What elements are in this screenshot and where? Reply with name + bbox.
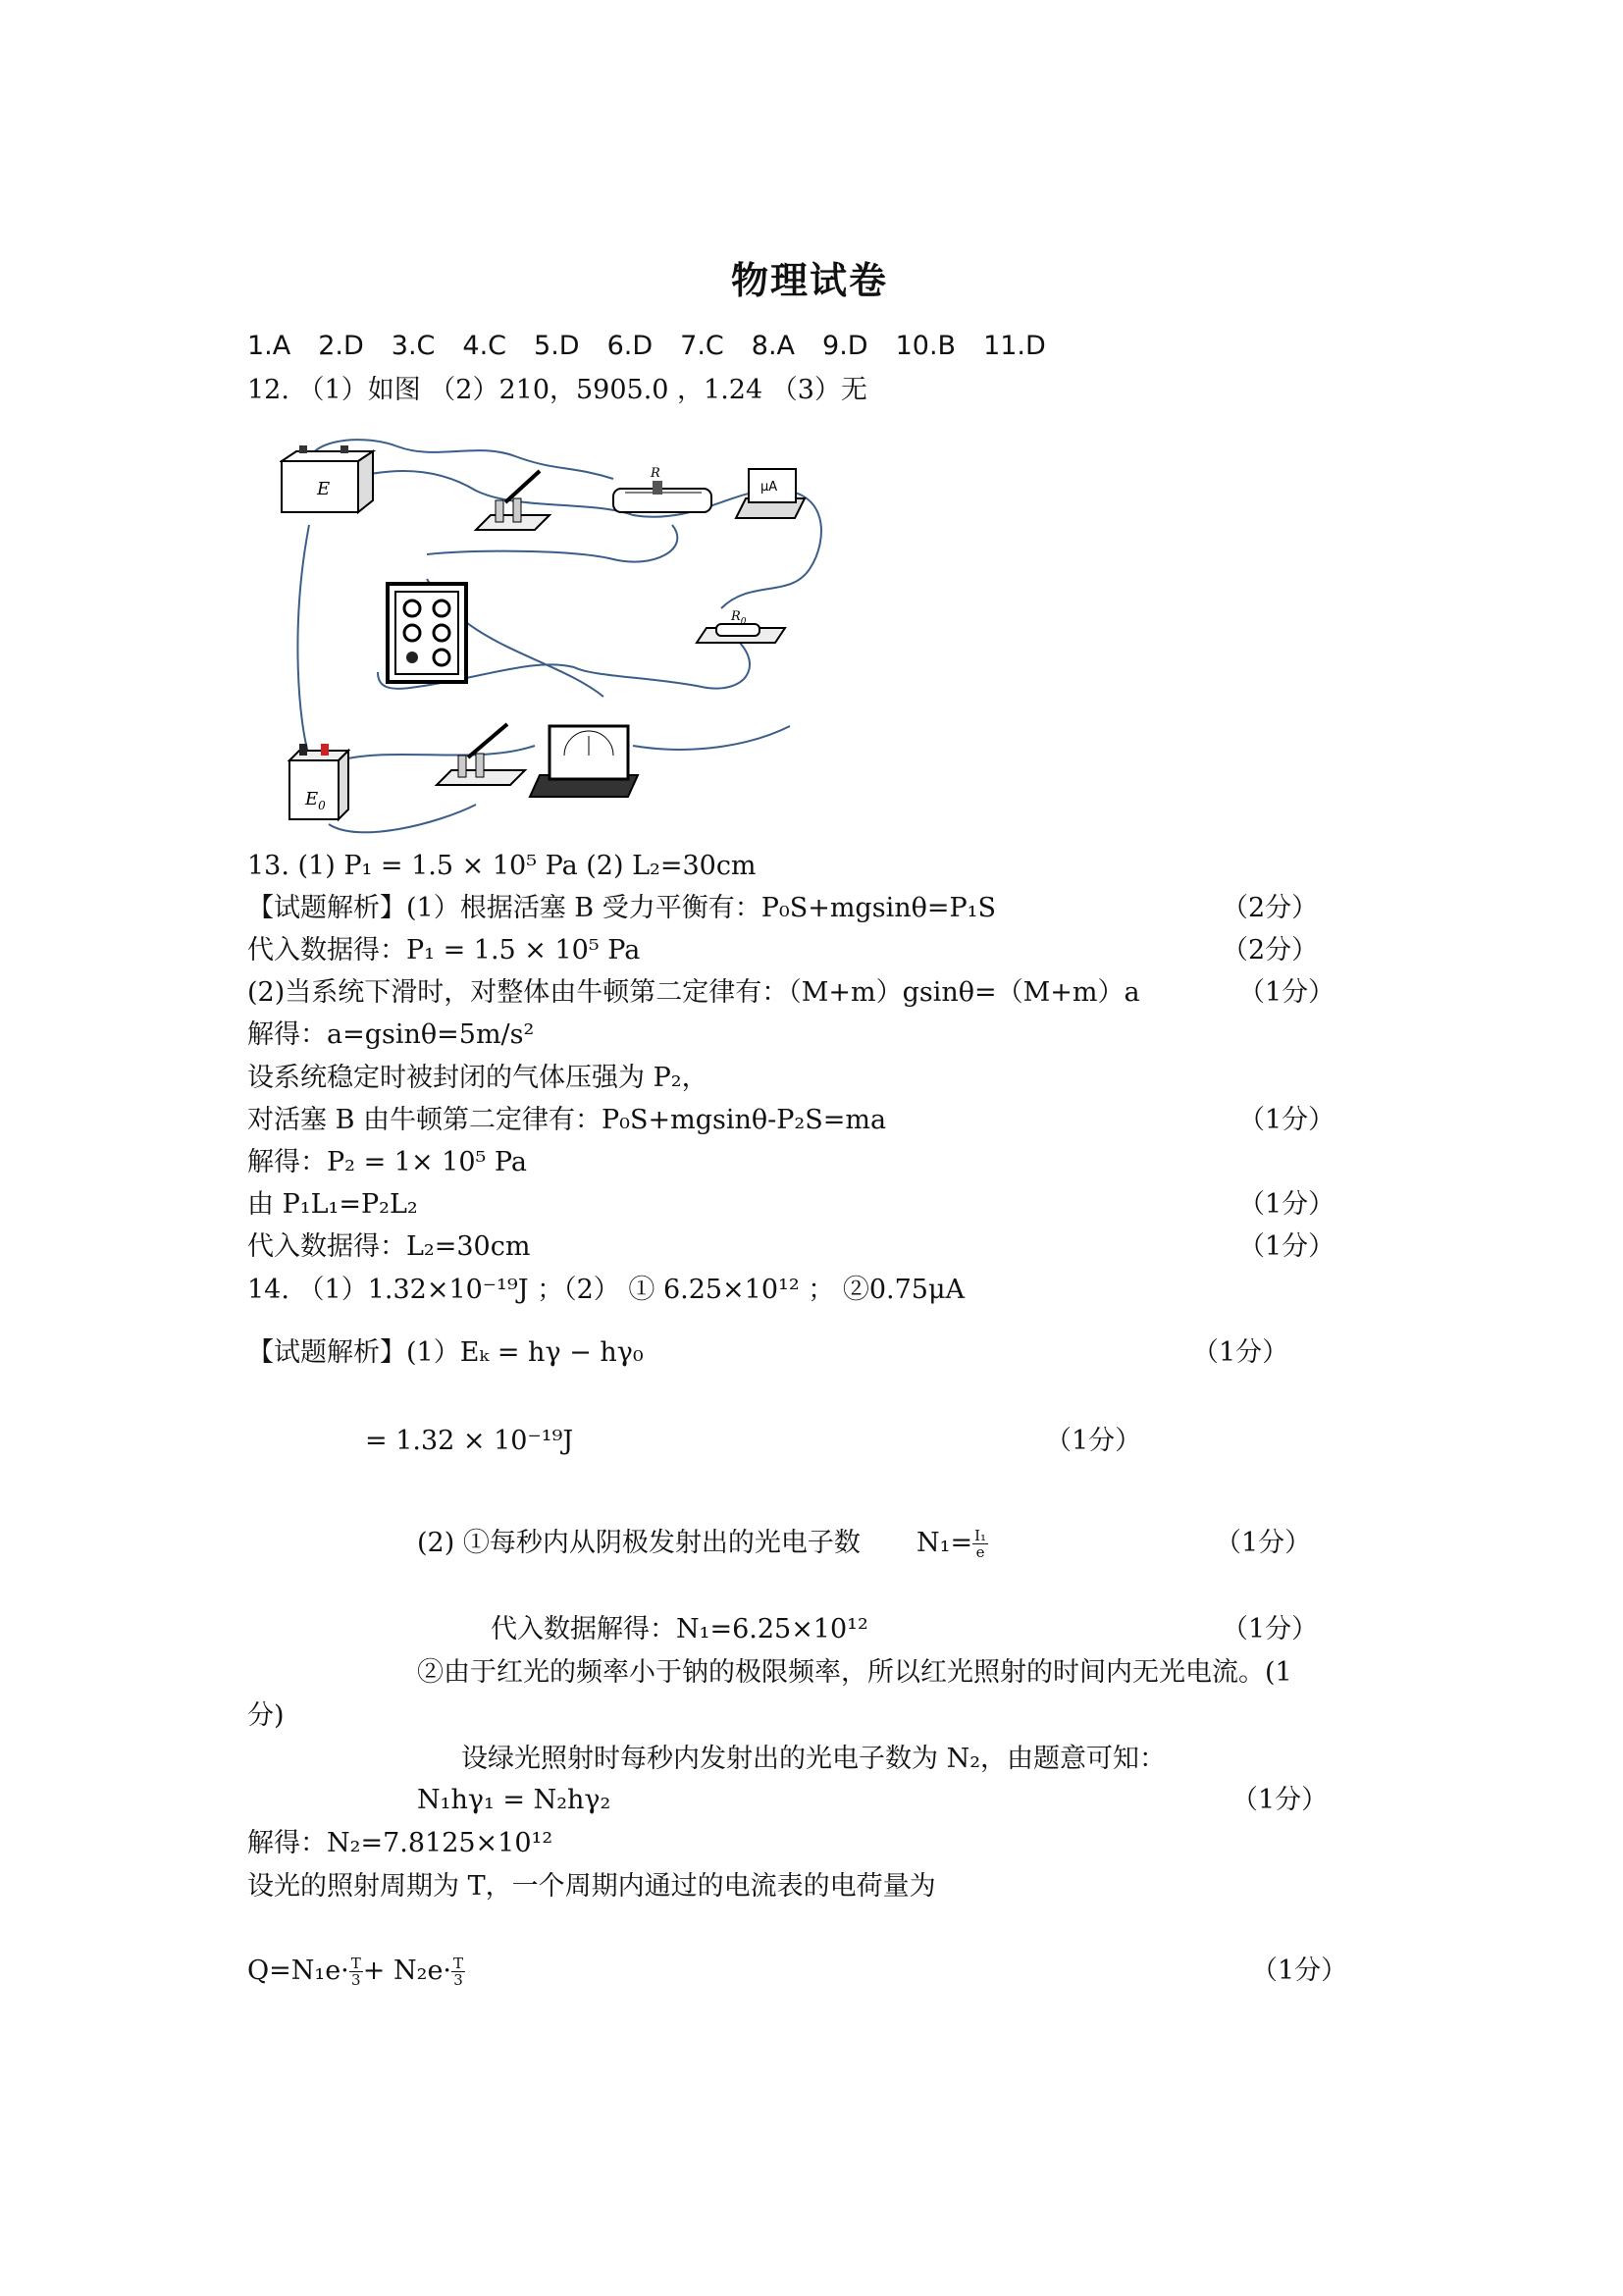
- q13-line: 对活塞 B 由牛顿第二定律有：P₀S+mgsinθ-P₂S=ma: [247, 1105, 887, 1135]
- fraction: $\frac{\text{I₁}}{e}$: [974, 1527, 987, 1561]
- q14-line: = 1.32 × 10⁻¹⁹J: [365, 1426, 574, 1456]
- score: （1分）: [1238, 1105, 1335, 1135]
- q14-line: (2) ①每秒内从阴极发射出的光电子数 N₁= $\frac{\text{I₁}}{e}$: [417, 1527, 987, 1561]
- battery-e-label: E: [317, 479, 331, 499]
- mc-answer: 11.D: [983, 331, 1046, 361]
- fraction: $\frac{T}{3}$: [453, 1955, 464, 1989]
- q13-line: 【试题解析】(1）根据活塞 B 受力平衡有：P₀S+mgsinθ=P₁S: [247, 893, 996, 923]
- q14-line: N₁hγ₁ = N₂hγ₂: [417, 1785, 611, 1815]
- galvanometer: [530, 726, 638, 797]
- q13-line: 由 P₁L₁=P₂L₂: [247, 1189, 418, 1220]
- battery-e: [282, 445, 373, 512]
- q14-line: 设光的照射周期为 T，一个周期内通过的电流表的电荷量为: [247, 1871, 936, 1902]
- mc-answer: 7.C: [680, 331, 724, 361]
- score: （1分）: [1238, 977, 1335, 1008]
- score: （1分）: [1222, 1614, 1319, 1644]
- q12-answer: 12. （1）如图 （2）210，5905.0 ，1.24 （3）无: [247, 375, 867, 405]
- score: （2分）: [1222, 935, 1319, 965]
- circuit-diagram: [280, 432, 868, 834]
- q13-line: 解得：a=gsinθ=5m/s²: [247, 1019, 535, 1050]
- battery-e0: [289, 744, 348, 819]
- mc-answer: 3.C: [391, 331, 436, 361]
- mc-answer: 4.C: [462, 331, 507, 361]
- battery-e0-label: $E_0$: [305, 789, 326, 812]
- mc-answer: 9.D: [822, 331, 868, 361]
- q14-line: 分): [247, 1700, 285, 1731]
- q14-line: Q=N₁e· $\frac{T}{3}$ + N₂e· $\frac{T}{3}$: [247, 1955, 464, 1989]
- q13-line: 设系统稳定时被封闭的气体压强为 P₂，: [247, 1063, 708, 1093]
- switch-1: [476, 471, 550, 530]
- q14-line: 设绿光照射时每秒内发射出的光电子数为 N₂，由题意可知：: [461, 1744, 1167, 1774]
- mc-answer: 6.D: [606, 331, 654, 361]
- resistor-r0: [697, 609, 785, 643]
- q13-answer: 13. (1) P₁ = 1.5 × 10⁵ Pa (2) L₂=30cm: [247, 851, 757, 881]
- score: （1分）: [1238, 1231, 1335, 1262]
- rheostat-r-label: R: [651, 466, 660, 481]
- q13-line: 代入数据得：L₂=30cm: [247, 1231, 531, 1262]
- microammeter-label: μA: [760, 480, 778, 495]
- mc-answer: 8.A: [751, 331, 796, 361]
- score: （1分）: [1192, 1337, 1289, 1368]
- mc-answer: 5.D: [534, 331, 580, 361]
- q13-line: 解得：P₂ = 1× 10⁵ Pa: [247, 1147, 527, 1177]
- mc-answer: 1.A: [247, 331, 291, 361]
- score: （1分）: [1215, 1528, 1312, 1558]
- q14-line: ②由于红光的频率小于钠的极限频率，所以红光照射的时间内无光电流。(1: [417, 1657, 1292, 1688]
- q14-line: 代入数据解得：N₁=6.25×10¹²: [491, 1614, 868, 1644]
- q14-answer: 14. （1）1.32×10⁻¹⁹J ；（2） ① 6.25×10¹² ； ②0.75μA: [247, 1275, 966, 1305]
- score: （2分）: [1222, 893, 1319, 923]
- q13-line: 代入数据得：P₁ = 1.5 × 10⁵ Pa: [247, 935, 641, 965]
- mc-answer: 2.D: [318, 331, 364, 361]
- page-title: 物理试卷: [731, 259, 889, 302]
- score: （1分）: [1231, 1785, 1329, 1815]
- mc-answer-row: [247, 330, 1073, 363]
- score: （1分）: [1045, 1426, 1142, 1456]
- q13-line: (2)当系统下滑时，对整体由牛顿第二定律有：（M+m）gsinθ=（M+m）a: [247, 977, 1140, 1008]
- resistor-r0-label: $R_0$: [731, 609, 747, 627]
- mc-answer: 10.B: [895, 331, 957, 361]
- resistance-box: [388, 584, 466, 682]
- score: （1分）: [1251, 1956, 1348, 1986]
- q14-line: 【试题解析】(1）Eₖ = hγ − hγ₀: [247, 1337, 644, 1368]
- score: （1分）: [1238, 1189, 1335, 1220]
- rheostat-r: [613, 466, 711, 512]
- q14-line: 解得：N₂=7.8125×10¹²: [247, 1828, 553, 1858]
- fraction: $\frac{T}{3}$: [350, 1955, 361, 1989]
